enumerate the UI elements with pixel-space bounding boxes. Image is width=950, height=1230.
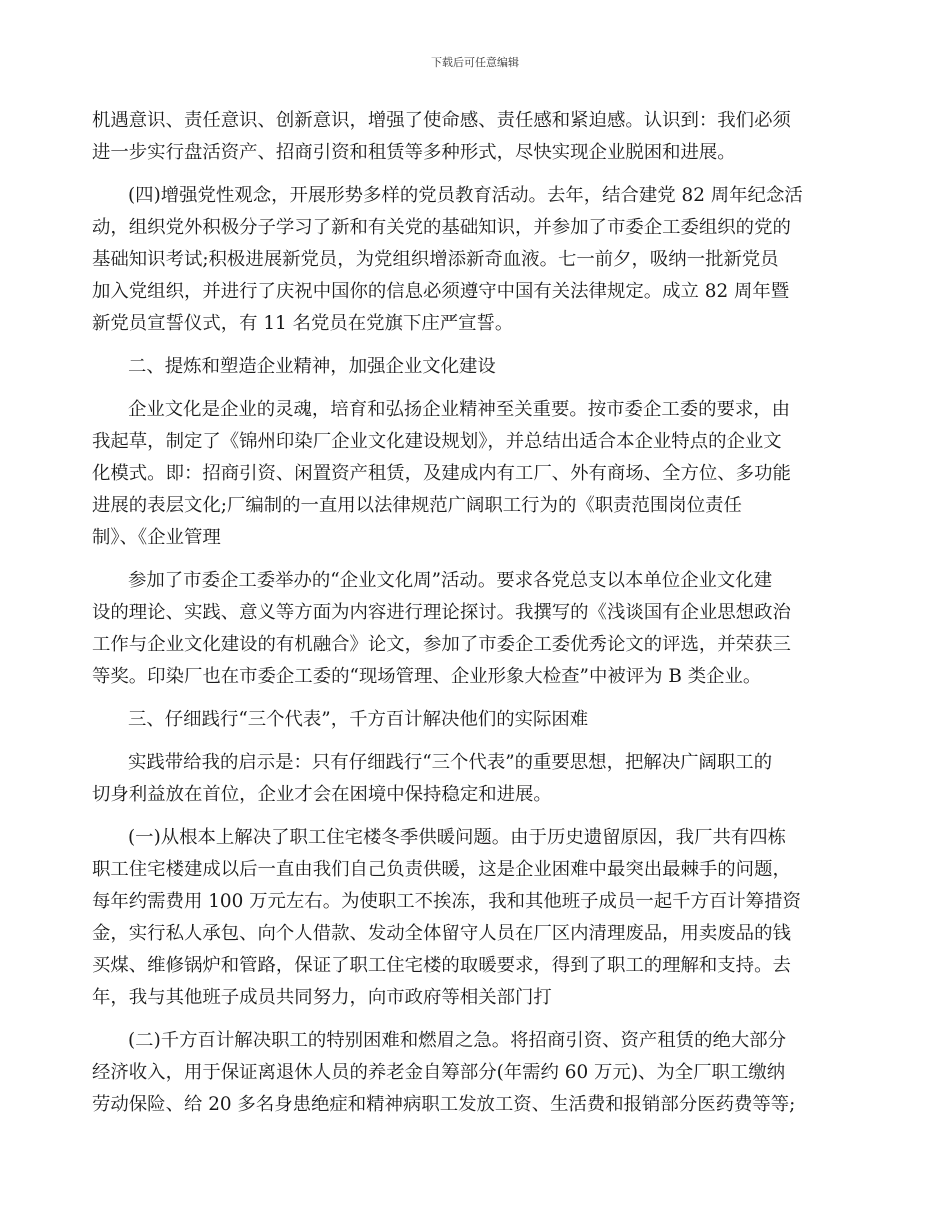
paragraph-3 <box>92 394 862 554</box>
paragraph-6 <box>92 822 862 1014</box>
text-line: 等奖。印染厂也在市委企工委的“现场管理、企业形象大检查”中被评为 B 类企业。 <box>92 666 762 687</box>
text-line: 职工住宅楼建成以后一直由我们自己负责供暖，这是企业困难中最突出最棘手的问题， <box>92 859 791 880</box>
text-line: 三、仔细践行“三个代表”，千方百计解决他们的实际困难 <box>128 709 589 730</box>
text-line: 年，我与其他班子成员共同努力，向市政府等相关部门打 <box>92 987 552 1008</box>
text-line: 工作与企业文化建设的有机融合》论文，参加了市委企工委优秀论文的评选，并荣获三 <box>92 634 791 655</box>
paragraph-2 <box>92 180 862 340</box>
paragraph-4 <box>92 565 862 693</box>
text-line: 参加了市委企工委举办的“企业文化周”活动。要求各党总支以本单位企业文化建 <box>128 570 773 591</box>
text-line: 金，实行私人承包、向个人借款、发动全体留守人员在厂区内清理废品，用卖废品的钱 <box>92 923 791 944</box>
page-header-note: 下载后可任意编辑 <box>431 56 519 69</box>
text-line: 加入党组织，并进行了庆祝中国你的信息必须遵守中国有关法律规定。成立 82 周年暨 <box>92 281 790 302</box>
text-line: 企业文化是企业的灵魂，培育和弘扬企业精神至关重要。按市委企工委的要求，由 <box>128 399 791 420</box>
text-line: 动，组织党外积极分子学习了新和有关党的基础知识，并参加了市委企工委组织的党的 <box>92 217 791 238</box>
document-body <box>92 105 862 1132</box>
paragraph-5 <box>92 747 862 811</box>
text-line: 新党员宣誓仪式，有 11 名党员在党旗下庄严宣誓。 <box>92 313 514 334</box>
text-line: 二、提炼和塑造企业精神，加强企业文化建设 <box>128 356 496 377</box>
text-line: 进一步实行盘活资产、招商引资和租赁等多种形式，尽快实现企业脱困和进展。 <box>92 142 736 163</box>
text-line: 化模式。即：招商引资、闲置资产租赁，及建成内有工厂、外有商场、全方位、多功能 <box>92 463 791 484</box>
text-line: (一)从根本上解决了职工住宅楼冬季供暖问题。由于历史遗留原因，我厂共有四栋 <box>128 827 787 848</box>
text-line: 机遇意识、责任意识、创新意识，增强了使命感、责任感和紧迫感。认识到：我们必须 <box>92 110 791 131</box>
text-line: 基础知识考试;积极进展新党员，为党组织增添新奇血液。七一前夕，吸纳一批新党员 <box>92 249 779 270</box>
paragraph-1 <box>92 105 862 169</box>
text-line: 买煤、维修锅炉和管路，保证了职工住宅楼的取暖要求，得到了职工的理解和支持。去 <box>92 955 791 976</box>
text-line: 设的理论、实践、意义等方面为内容进行理论探讨。我撰写的《浅谈国有企业思想政治 <box>92 602 791 623</box>
text-line: 实践带给我的启示是：只有仔细践行“三个代表”的重要思想，把解决广阔职工的 <box>128 752 773 773</box>
text-line: (二)千方百计解决职工的特别困难和燃眉之急。将招商引资、资产租赁的绝大部分 <box>128 1030 787 1051</box>
text-line: 每年约需费用 100 万元左右。为使职工不挨冻，我和其他班子成员一起千方百计筹措资 <box>92 891 801 912</box>
text-line: (四)增强党性观念，开展形势多样的党员教育活动。去年，结合建党 82 周年纪念活 <box>128 185 803 206</box>
text-line: 进展的表层文化;厂编制的一直用以法律规范广阔职工行为的《职责范围岗位责任 <box>92 495 742 516</box>
text-line: 制》、《企业管理 <box>92 527 221 548</box>
section-heading-3 <box>92 704 862 736</box>
section-heading-2 <box>92 351 862 383</box>
text-line: 我起草，制定了《锦州印染厂企业文化建设规划》，并总结出适合本企业特点的企业文 <box>92 431 782 452</box>
text-line: 经济收入，用于保证离退休人员的养老金自筹部分(年需约 60 万元)、为全厂职工缴纳 <box>92 1062 786 1083</box>
text-line: 切身利益放在首位，企业才会在困境中保持稳定和进展。 <box>92 784 552 805</box>
text-line: 劳动保险、给 20 多名身患绝症和精神病职工发放工资、生活费和报销部分医药费等等; <box>92 1094 796 1115</box>
paragraph-7 <box>92 1025 862 1121</box>
